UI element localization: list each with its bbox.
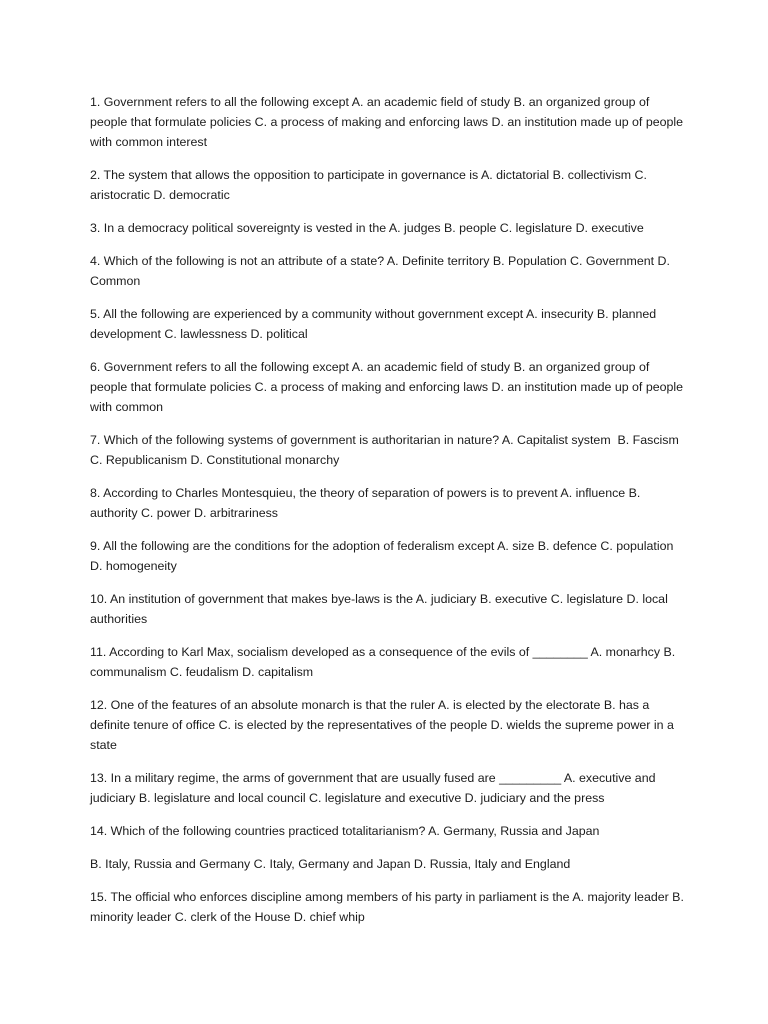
question-15: 15. The official who enforces discipline among members of his party in parliament is the A. majority leader B. minority leader C. clerk of the House D. chief whip bbox=[90, 890, 688, 924]
question-10: 10. An institution of government that makes bye-laws is the A. judiciary B. executive C. legislature D. local authorities bbox=[90, 592, 672, 626]
question-14: 14. Which of the following countries practiced totalitarianism? A. Germany, Russia and Japan bbox=[90, 824, 600, 838]
question-9: 9. All the following are the conditions for the adoption of federalism except A. size B. defence C. population D. homogeneity bbox=[90, 539, 677, 573]
question-11: 11. According to Karl Max, socialism developed as a consequence of the evils of ________ A. monarhcy B. communalism C. feudalism D. capitalism bbox=[90, 645, 679, 679]
question-2: 2. The system that allows the opposition to participate in governance is A. dictatorial B. collectivism C. aristocratic D. democratic bbox=[90, 168, 651, 202]
question-4: 4. Which of the following is not an attribute of a state? A. Definite territory B. Population C. Government D. Common bbox=[90, 254, 674, 288]
question-14-options: B. Italy, Russia and Germany C. Italy, Germany and Japan D. Russia, Italy and England bbox=[90, 857, 571, 871]
question-7: 7. Which of the following systems of government is authoritarian in nature? A. Capitalist system B. Fascism C. Republicanism D. Constitutional monarchy bbox=[90, 433, 683, 467]
question-5: 5. All the following are experienced by a community without government except A. insecurity B. planned development C. lawlessness D. political bbox=[90, 307, 660, 341]
question-6: 6. Government refers to all the following except A. an academic field of study B. an organized group of people that formulate policies C. a process of making and enforcing laws D. an institution made up of people with common bbox=[90, 360, 687, 414]
question-1: 1. Government refers to all the following except A. an academic field of study B. an organized group of people that formulate policies C. a process of making and enforcing laws D. an institution made up of people with common interest bbox=[90, 95, 687, 149]
question-8: 8. According to Charles Montesquieu, the theory of separation of powers is to prevent A. influence B. authority C. power D. arbitrariness bbox=[90, 486, 644, 520]
question-3: 3. In a democracy political sovereignty is vested in the A. judges B. people C. legislature D. executive bbox=[90, 221, 644, 235]
question-13: 13. In a military regime, the arms of government that are usually fused are _________ A. executive and judiciary B. legislature and local council C. legislature and executive D. judiciary and the press bbox=[90, 771, 659, 805]
question-12: 12. One of the features of an absolute monarch is that the ruler A. is elected by the electorate B. has a definite tenure of office C. is elected by the representatives of the people D. wields the supreme power in a state bbox=[90, 698, 678, 752]
question-list bbox=[90, 92, 688, 940]
